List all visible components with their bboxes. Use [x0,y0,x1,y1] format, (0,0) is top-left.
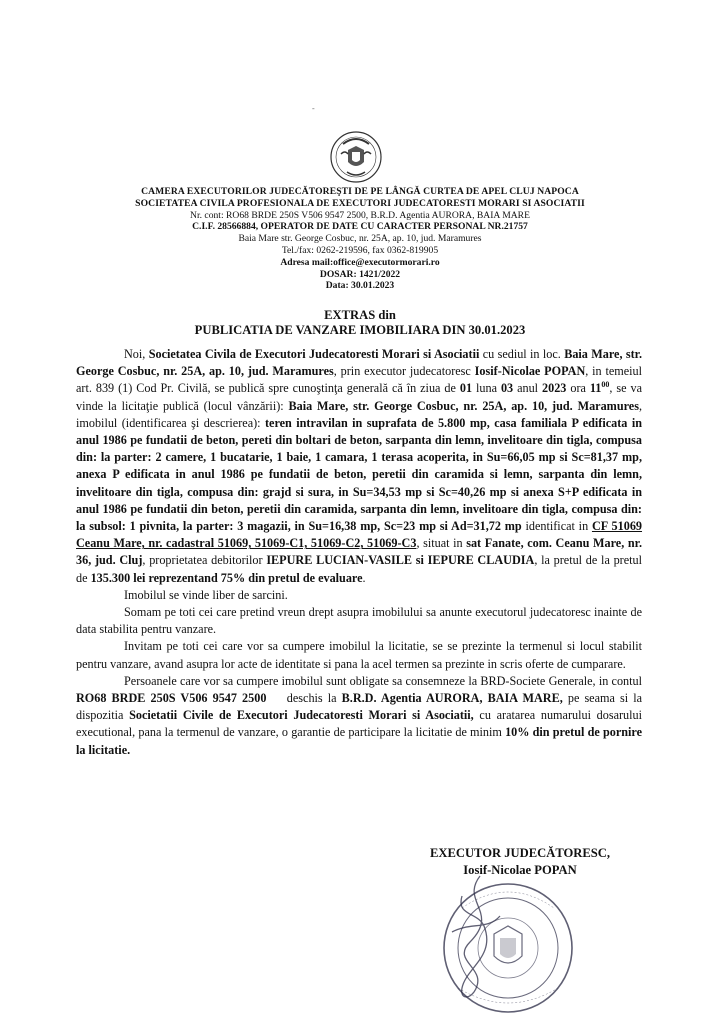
title-line-2: PUBLICATIA DE VANZARE IMOBILIARA DIN 30.01.2023 [194,323,526,337]
document-title [80,308,640,338]
paragraph-summons: Somam pe toti cei care pretind vreun drept asupra imobilului sa anunte executorul judecatoresc inainte de data stabilita pentru vanzare. [76,605,642,637]
document-date: Data: 30.01.2023 [325,280,395,292]
email: Adresa mail:office@executormorari.ro [280,256,440,268]
chamber-name: CAMERA EXECUTORILOR JUDECĂTOREŞTI DE PE LÂNGĂ CURTEA DE APEL CLUJ NAPOCA [141,186,579,197]
document-body [76,346,642,759]
case-number: DOSAR: 1421/2022 [319,268,401,280]
title-line-1: EXTRAS din [324,308,396,322]
address: Baia Mare str. George Cosbuc, nr. 25A, ap. 10, jud. Maramures [238,233,482,245]
paragraph-deposit: Persoanele care vor sa cumpere imobilul sunt obligate sa consemneze la BRD-Societe Generale, in contul RO68 BRDE 250S V506 9547 2500 deschis la B.R.D. Agentia AURORA, BAIA MARE, pe seama si la dispozitia Societatii Civile de Executori Judecatoresti Morari si Asociatii, cu aratarea numarului dosarului executional, pana la termenul de vanzare, o garantie de participare la licitatie de minim 10% din pretul de pornire la licitatie. [76,673,643,757]
letterhead [80,186,640,292]
coat-of-arms-emblem-icon [329,128,383,184]
paragraph-invitation: Invitam pe toti cei care vor sa cumpere imobilul la licitatie, se se prezinte la termenul si locul stabilit pentru vanzare, avand asupra lor acte de identitate si pana la acel termen sa prezinte in scris oferte de cumparare. [76,639,642,671]
paragraph-no-encumbrances: Imobilul se vinde liber de sarcini. [124,587,288,602]
stray-mark: - [312,104,315,113]
land-registry-reference: CF 51069 Ceanu Mare, nr. cadastral 51069, 51069-C1, 51069-C2, 51069-C3 [76,519,643,551]
company-name: SOCIETATEA CIVILA PROFESIONALA DE EXECUTORI JUDECATORESTI MORARI SI ASOCIATII [135,197,585,209]
paragraph-announcement: Noi, Societatea Civila de Executori Judecatoresti Morari si Asociatii cu sediul in loc. Baia Mare, str. George Cosbuc, nr. 25A, ap. 10, jud. Maramures, prin executor judecatoresc Iosif-Nicolae POPAN, in temeiul art. 839 (1) Cod Pr. Civilă, se publică spre cunoştinţa generală că în ziua de 01 luna 03 anul 2023 ora $11^{00}$, se va vinde la licitaţie publică (locul vânzării): Baia Mare, str. George Cosbuc, nr. 25A, ap. 10, jud. Maramures, imobilul (identificarea şi descrierea): teren intravilan in suprafata de 5.800 mp, casa familiala P edificata in anul 1986 pe fundatii de beton, pereti din boltari de beton, sarpanta din lemn, invelitoare din tigla, compusa din: la parter: 2 camere, 1 bucatarie, 1 baie, 1 camara, 1 terasa acoperita, in Su=66,05 mp si Sc=81,37 mp, anexa P edificata in anul 1986 pe fundatii de beton, peretii din caramida si lemn, sarpanta din lemn, invelitoare din tigla, compusa din: grajd si sura, in Su=34,53 mp si Sc=40,26 mp si anexa S+P edificata in anul 1986 pe fundatii din beton, peretii din caramida, sarpanta din lemn, invelitoare din tigla, compusa din: la subsol: 1 pivnita, la parter: 3 magazii, in Su=16,38 mp, Sc=23 mp si Ad=31,72 mp identificat in CF 51069 Ceanu Mare, nr. cadastral 51069, 51069-C1, 51069-C2, 51069-C3, situat in sat Fanate, com. Ceanu Mare, nr. 36, jud. Cluj, proprietatea debitorilor IEPURE LUCIAN-VASILE si IEPURE CLAUDIA, la pretul de la pretul de 135.300 lei reprezentand 75% din pretul de evaluare. [76,347,643,585]
phone: Tel./fax: 0262-219596, fax 0362-819905 [281,244,439,256]
handwritten-signature-icon [440,872,520,1002]
tax-id: C.I.F. 28566884, OPERATOR DE DATE CU CARACTER PERSONAL NR.21757 [192,221,528,233]
signature-block [405,845,635,879]
signatory-role: EXECUTOR JUDECĂTORESC, [429,846,611,860]
signatory-name: Iosif-Nicolae POPAN [463,863,577,877]
bank-account: Nr. cont: RO68 BRDE 250S V506 9547 2500, B.R.D. Agentia AURORA, BAIA MARE [190,209,530,221]
